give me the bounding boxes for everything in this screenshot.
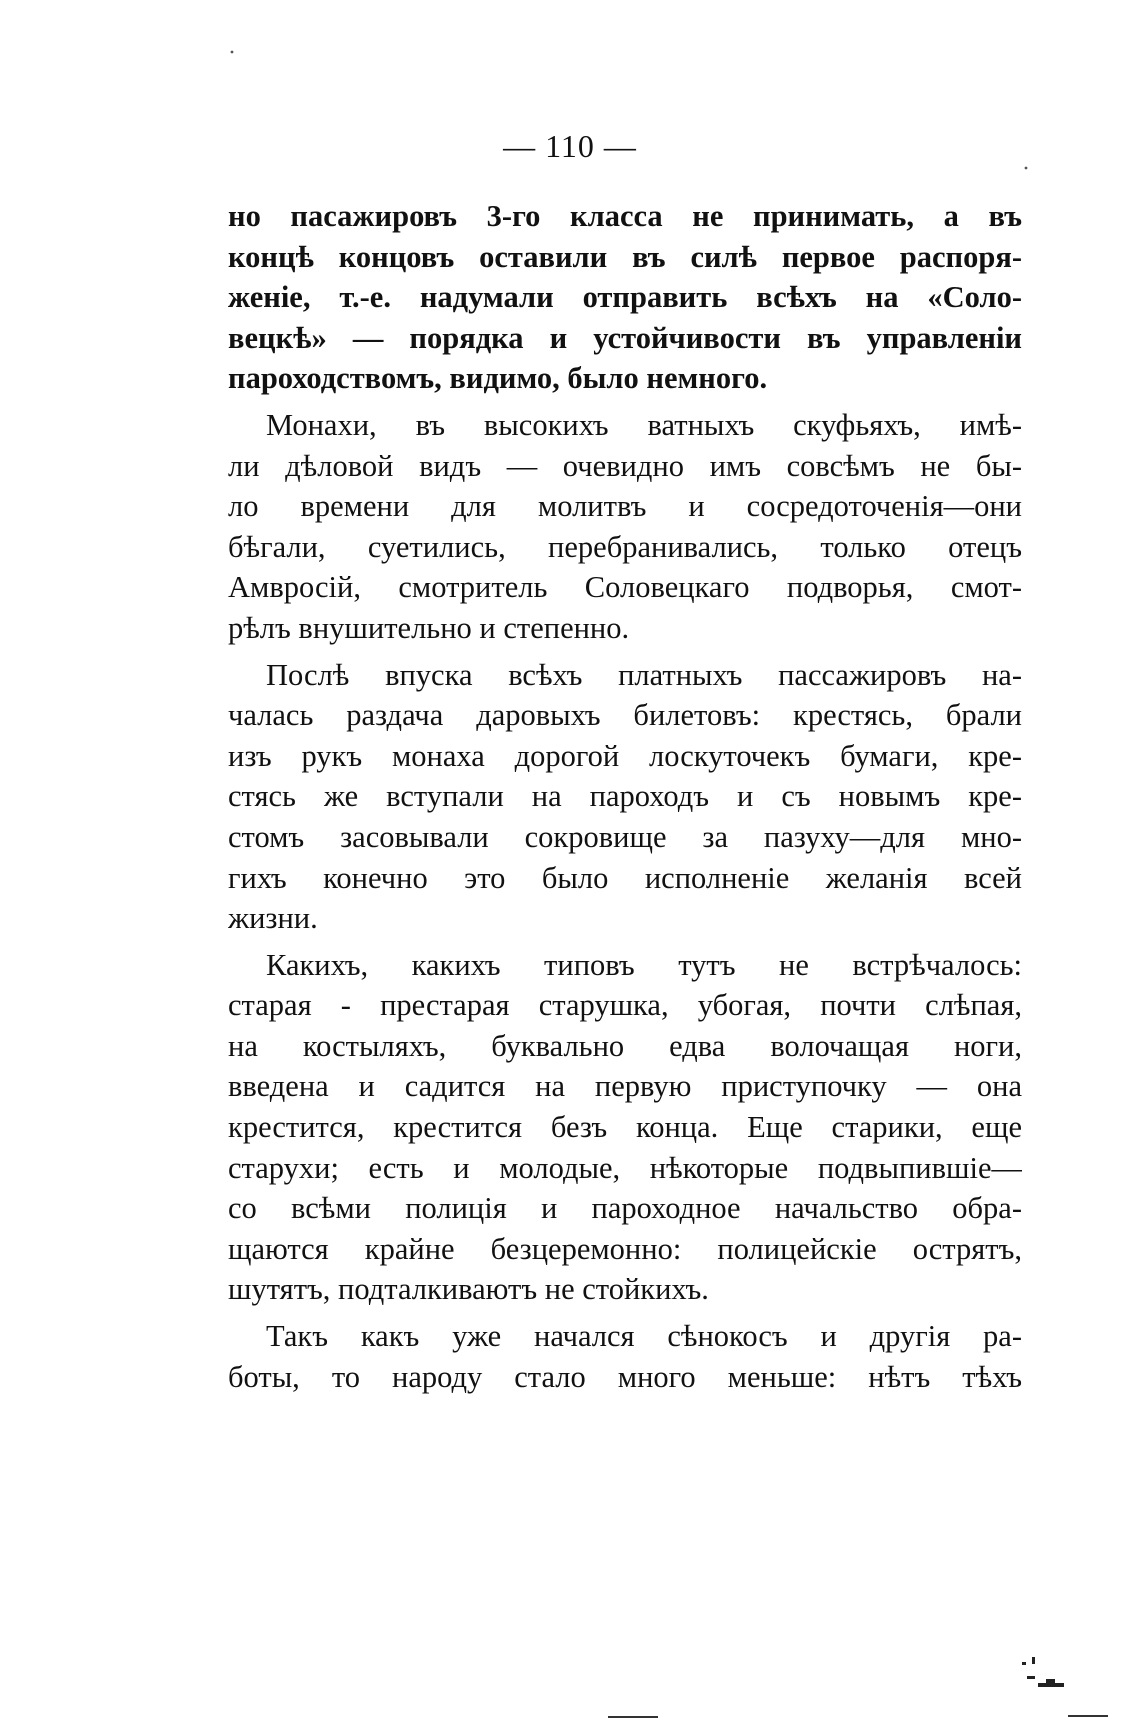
text-line: ли дѣловой видъ — очевидно имъ совсѣмъ не бы- [228,448,1022,483]
text-line: концѣ концовъ оставили въ силѣ первое распоря- [228,239,1022,274]
text-line: со всѣми полиція и пароходное начальство обра- [228,1191,1022,1226]
paragraph-2 [228,405,1022,649]
paragraph-1 [228,196,1022,399]
text-line: Такъ какъ уже начался сѣнокосъ и другія ра- [266,1319,1022,1354]
text-line: крестится, крестится безъ конца. Еще старики, еще [228,1110,1022,1145]
text-line: Амвросій, смотритель Соловецкаго подворья, смот- [228,570,1022,605]
text-line: на костыляхъ, буквально едва волочащая ноги, [228,1028,1022,1063]
paragraph-4 [228,945,1022,1310]
text-line: но пасажировъ 3-го класса не принимать, а въ [228,199,1022,233]
paragraph-3 [228,655,1022,939]
text-line: шутятъ, подталкиваютъ не стойкихъ. [228,1272,709,1307]
text-line: изъ рукъ монаха дорогой лоскуточекъ бумаги, кре- [228,738,1022,773]
text-line: ло времени для молитвъ и сосредоточенія—они [228,489,1022,524]
text-line: щаются крайне безцеремонно: полицейскіе острятъ, [228,1231,1022,1266]
text-line: пароходствомъ, видимо, было немного. [228,361,768,396]
text-line: жизни. [228,901,318,936]
text-line: боты, то народу стало много меньше: нѣтъ тѣхъ [228,1359,1022,1394]
text-line: старая - престарая старушка, убогая, почти слѣпая, [228,988,1022,1023]
text-line: бѣгали, суетились, перебранивались, только отецъ [228,529,1022,564]
text-line: чалась раздача даровыхъ билетовъ: крестясь, брали [228,698,1022,733]
text-line: Монахи, въ высокихъ ватныхъ скуфьяхъ, имѣ- [266,407,1022,442]
text-line: стомъ засовывали сокровище за пазуху—для мно- [228,819,1022,854]
text-line: стясь же вступали на пароходъ и съ новымъ кре- [228,779,1022,814]
text-line: Послѣ впуска всѣхъ платныхъ пассажировъ на- [266,657,1022,692]
page-number: — 110 — [503,128,637,164]
text-line: рѣлъ внушительно и степенно. [228,610,630,645]
text-line: женіе, т.-е. надумали отправить всѣхъ на «Соло- [228,280,1022,315]
paragraph-5 [228,1316,1022,1397]
text-line: вецкѣ» — порядка и устойчивости въ управленіи [228,320,1022,355]
body-text [228,196,1022,1397]
text-line: старухи; есть и молодые, нѣкоторые подвыпившіе— [228,1150,1022,1185]
text-line: гихъ конечно это было исполненіе желанія всей [228,860,1022,895]
text-line: Какихъ, какихъ типовъ тутъ не встрѣчалось: [266,947,1022,982]
text-line: введена и садится на первую приступочку — она [228,1069,1022,1104]
